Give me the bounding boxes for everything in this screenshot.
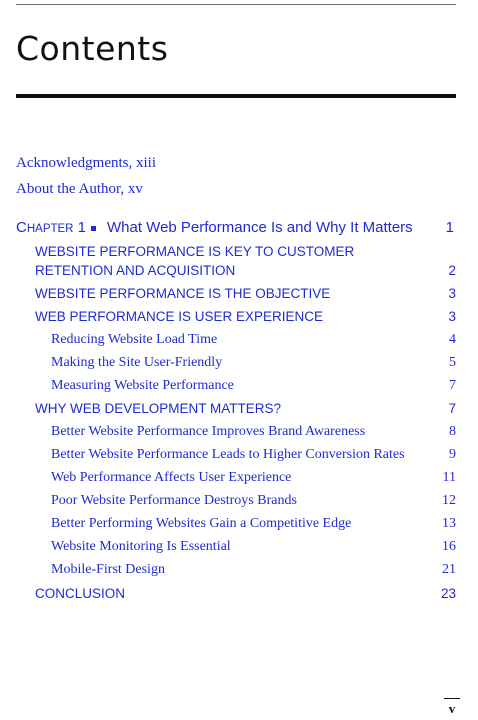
toc-subentry-measuring[interactable] [51,376,456,395]
chapter-label-initial: C [16,219,27,236]
chapter-number: 1 [77,219,87,236]
toc-entry-title: Poor Website Performance Destroys Brands [51,493,297,508]
page-number-rule [444,698,460,699]
toc-entry-title-line1: WEBSITE PERFORMANCE IS KEY TO CUSTOMER [35,244,355,259]
toc-entry-page: 16 [442,539,456,554]
toc-link-about-author[interactable]: About the Author, xv [16,181,143,197]
toc-entry-title: WHY WEB DEVELOPMENT MATTERS? [35,401,282,416]
toc-entry-conclusion[interactable] [35,584,456,603]
toc-link-acknowledgments[interactable]: Acknowledgments, xiii [16,155,156,171]
toc-entry-title: Making the Site User-Friendly [51,355,223,370]
toc-entry-page: 3 [448,309,456,324]
toc-entry-page: 2 [448,263,456,278]
top-rule [16,4,456,5]
toc-entry-customer-retention[interactable] [35,242,456,280]
chapter-label [16,218,86,239]
toc-subentry-brand-awareness[interactable] [51,422,456,441]
toc-entry-page: 7 [448,401,456,416]
title-rule [16,94,456,98]
toc-subentry-affects-ux[interactable] [51,468,456,487]
toc-subentry-user-friendly[interactable] [51,353,456,372]
toc-entry-page: 23 [440,586,456,601]
toc-subentry-conversion-rates[interactable] [51,445,456,464]
toc-entry-title: Better Website Performance Improves Brand Awareness [51,424,366,439]
toc-subentry-mobile-first[interactable] [51,560,456,579]
chapter-page-number: 1 [445,219,454,236]
toc-subentry-destroys-brands[interactable] [51,491,456,510]
toc-entry-title: Mobile-First Design [51,562,165,577]
toc-entry-web-development[interactable] [35,399,456,418]
toc-entry-title: CONCLUSION [35,586,126,601]
toc-entry-page: 11 [442,470,456,485]
toc-entry-title-line2: RETENTION AND ACQUISITION [35,263,236,278]
chapter-bullet-icon [91,226,96,231]
toc-entry-page: 5 [449,355,456,370]
toc-entry-title: WEBSITE PERFORMANCE IS THE OBJECTIVE [35,286,331,301]
toc-subentry-monitoring[interactable] [51,537,456,556]
toc-entry-page: 3 [448,286,456,301]
toc-entry-page: 9 [449,447,456,462]
toc-entry-objective[interactable] [35,284,456,303]
toc-entry-title: Website Monitoring Is Essential [51,539,231,554]
toc-chapter-1[interactable] [16,218,456,238]
page-title: Contents [16,29,169,68]
toc-entry-title: WEB PERFORMANCE IS USER EXPERIENCE [35,309,324,324]
toc-entry-title: Better Performing Websites Gain a Competitive Edge [51,516,352,531]
toc-entry-page: 8 [449,424,456,439]
chapter-title: What Web Performance Is and Why It Matters [107,219,413,236]
toc-entry-page: 12 [442,493,456,508]
toc-subentry-load-time[interactable] [51,330,456,349]
toc-entry-title: Reducing Website Load Time [51,332,218,347]
toc-entry-page: 4 [449,332,456,347]
toc-entry-page: 21 [442,562,456,577]
toc-entry-title: Web Performance Affects User Experience [51,470,292,485]
toc-entry-title: Better Website Performance Leads to Higher Conversion Rates [51,447,405,462]
chapter-label-rest: HAPTER [26,223,74,235]
page-number: v [448,701,456,716]
toc-entry-user-experience[interactable] [35,307,456,326]
toc-entry-page: 7 [449,378,456,393]
toc-entry-page: 13 [442,516,456,531]
toc-subentry-competitive-edge[interactable] [51,514,456,533]
toc-entry-title: Measuring Website Performance [51,378,234,393]
